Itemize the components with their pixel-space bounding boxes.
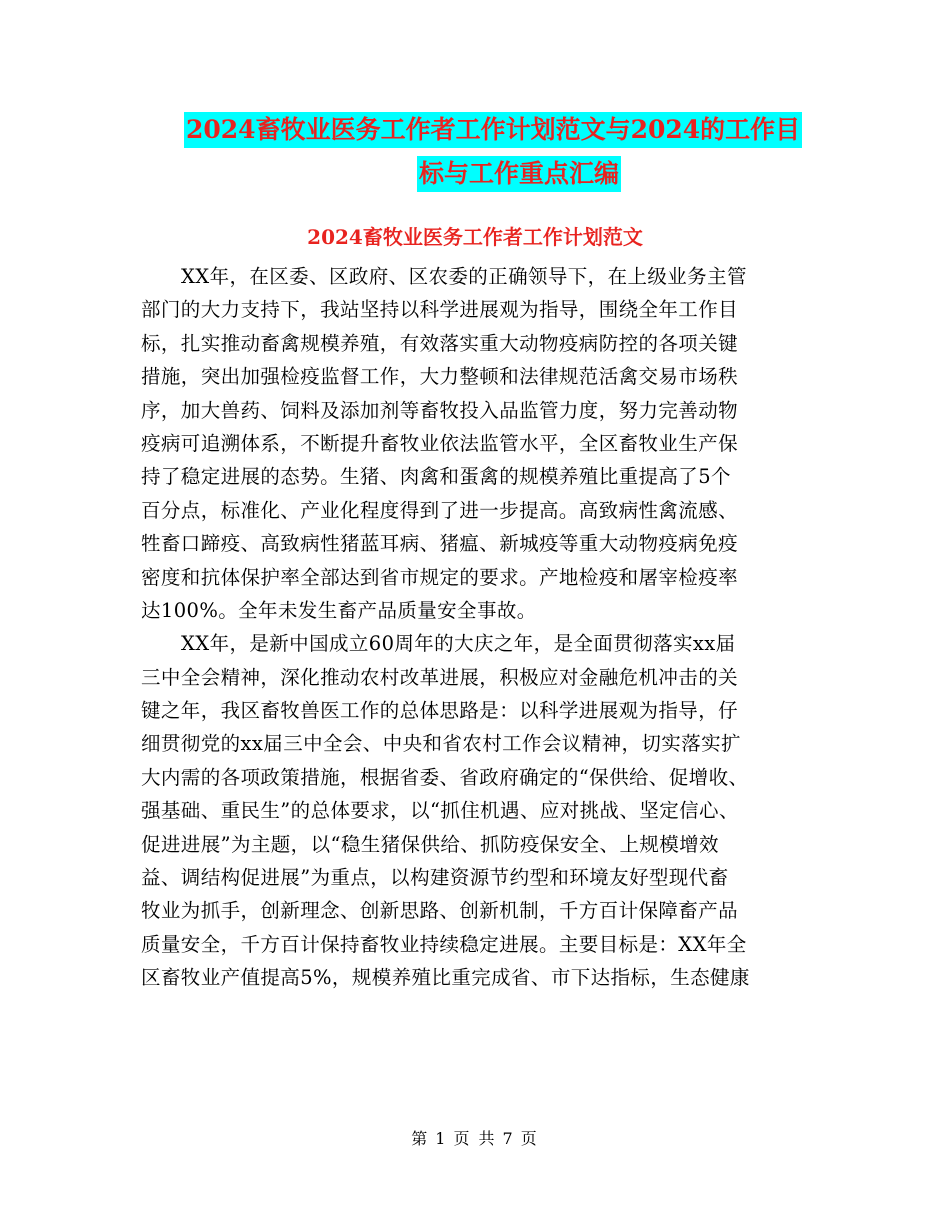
section-title: 2024畜牧业医务工作者工作计划范文 (307, 225, 643, 249)
paragraph-line: 持了稳定进展的态势。生猪、肉禽和蛋禽的规模养殖比重提高了5个 (141, 465, 731, 489)
paragraph-line: 标，扎实推动畜禽规模养殖，有效落实重大动物疫病防控的各项关键 (141, 331, 739, 355)
paragraph-line: 牧业为抓手，创新理念、创新思路、创新机制，千方百计保障畜产品 (141, 899, 739, 923)
paragraph-line: 部门的大力支持下，我站坚持以科学进展观为指导，围绕全年工作目 (141, 298, 739, 322)
paragraph-line: 密度和抗体保护率全部达到省市规定的要求。产地检疫和屠宰检疫率 (141, 565, 739, 589)
paragraph-1 (141, 260, 811, 627)
footer-total-pages: 7 (502, 1129, 515, 1148)
paragraph-line: 细贯彻党的xx届三中全会、中央和省农村工作会议精神，切实落实扩 (141, 732, 741, 756)
paragraph-line: 序，加大兽药、饲料及添加剂等畜牧投入品监管力度，努力完善动物 (141, 398, 739, 422)
footer-middle: 页 共 (453, 1129, 497, 1148)
paragraph-line: 百分点，标准化、产业化程度得到了进一步提高。高致病性禽流感、 (141, 498, 739, 522)
paragraph-2 (141, 627, 811, 994)
footer-prefix: 第 (411, 1129, 430, 1148)
footer-page-number: 1 (435, 1129, 448, 1148)
paragraph-line: 质量安全，千方百计保持畜牧业持续稳定进展。主要目标是：XX年全 (141, 932, 747, 956)
paragraph-line: 措施，突出加强检疫监督工作，大力整顿和法律规范活禽交易市场秩 (141, 365, 739, 389)
paragraph-line: 键之年，我区畜牧兽医工作的总体思路是：以科学进展观为指导，仔 (141, 699, 739, 723)
paragraph-line: 疫病可追溯体系，不断提升畜牧业依法监管水平，全区畜牧业生产保 (141, 431, 739, 455)
paragraph-line: 大内需的各项政策措施，根据省委、省政府确定的“保供给、促增收、 (141, 765, 749, 789)
footer-suffix: 页 (520, 1129, 539, 1148)
paragraph-line: 达100%。全年未发生畜产品质量安全事故。 (141, 598, 537, 622)
page-footer (0, 1126, 950, 1149)
paragraph-line: 益、调结构促进展”为重点，以构建资源节约型和环境友好型现代畜 (141, 866, 729, 890)
paragraph-line: 强基础、重民生”的总体要求，以“抓住机遇、应对挑战、坚定信心、 (141, 799, 739, 823)
paragraph-line: 牲畜口蹄疫、高致病性猪蓝耳病、猪瘟、新城疫等重大动物疫病免疫 (141, 532, 739, 556)
body-text (141, 260, 811, 995)
paragraph-line: 促进进展”为主题，以“稳生猪保供给、抓防疫保安全、上规模增效 (141, 832, 719, 856)
title-line-1: 2024畜牧业医务工作者工作计划范文与2024的工作目 (184, 112, 802, 148)
paragraph-line: XX年，是新中国成立60周年的大庆之年，是全面贯彻落实xx届 (181, 632, 736, 656)
paragraph-line: 三中全会精神，深化推动农村改革进展，积极应对金融危机冲击的关 (141, 665, 739, 689)
paragraph-line: XX年，在区委、区政府、区农委的正确领导下，在上级业务主管 (181, 265, 747, 288)
title-line-2: 标与工作重点汇编 (417, 156, 621, 192)
paragraph-line: 区畜牧业产值提高5%，规模养殖比重完成省、市下达指标，生态健康 (141, 966, 750, 990)
